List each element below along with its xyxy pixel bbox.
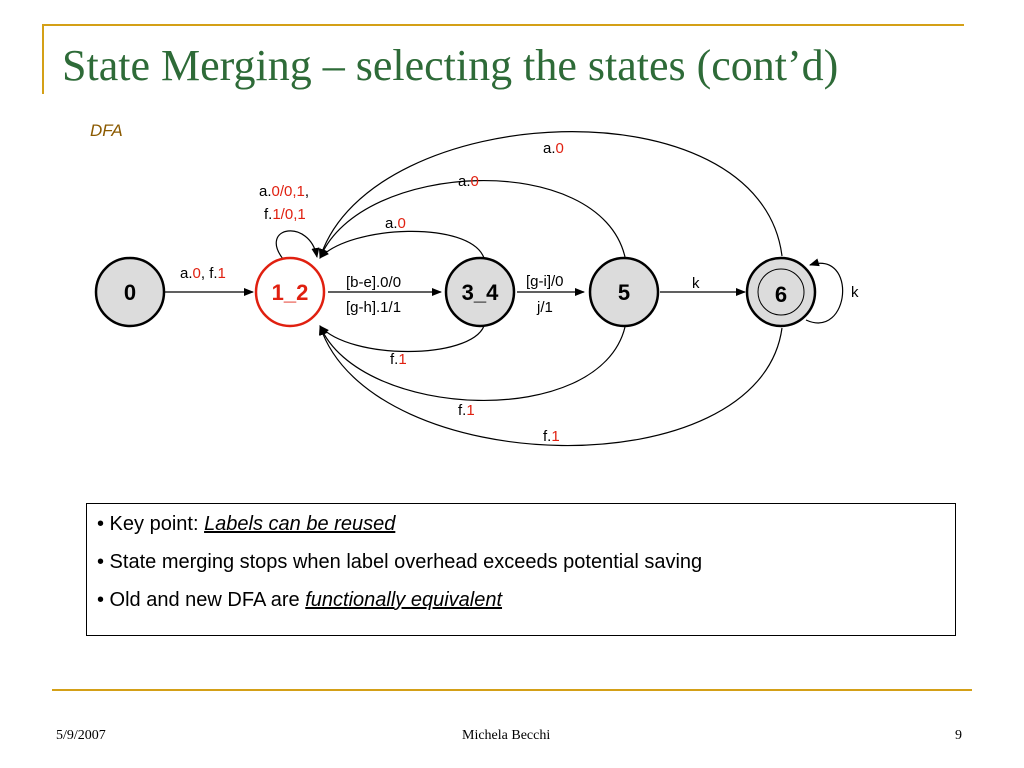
edge-label-part: , f.: [200, 265, 218, 282]
edge-label-part: f.: [543, 428, 552, 445]
edge-1_2-self-loop: [276, 231, 317, 259]
edge-label-1_2-self-loop-line1: [259, 183, 309, 200]
edge-label-3_4-to-1_2-a: [385, 215, 406, 232]
edge-label-part: j/1: [537, 299, 553, 316]
key-point-3: [97, 588, 955, 612]
key-points-box: [86, 503, 956, 636]
edge-label-part: 0: [555, 140, 564, 157]
edge-label-6-to-1_2-a: [543, 140, 564, 157]
state-0-label: 0: [123, 280, 137, 305]
edge-label-part: 1: [551, 428, 560, 445]
edge-label-part: 0: [397, 215, 406, 232]
edge-label-part: a.: [385, 215, 398, 232]
edge-label-part: a.: [259, 183, 272, 200]
edge-label-part: [b-e].0/0: [346, 274, 402, 291]
edge-label-part: k: [851, 284, 859, 301]
edge-label-part: f.: [390, 351, 399, 368]
edge-label-0-to-1_2: [180, 265, 226, 282]
slide-title: State Merging – selecting the states (cont’d): [62, 41, 839, 90]
footer-date: 5/9/2007: [56, 728, 106, 743]
edge-label-part: [g-i]/0: [526, 273, 564, 290]
key-point-2: • State merging stops when label overhead exceeds potential saving: [97, 551, 703, 573]
key-point-1: [97, 512, 955, 536]
edge-label-5-to-1_2-f: [458, 402, 475, 419]
edge-5-to-1_2-a: [320, 181, 625, 258]
edge-label-1_2-to-3_4-bottom: [346, 299, 401, 316]
edge-label-5-to-1_2-a: [458, 173, 479, 190]
edge-5-to-1_2-f: [320, 326, 625, 400]
footer-divider: [52, 689, 972, 691]
edge-label-1_2-self-loop-line2: [264, 206, 306, 223]
key-point-3-prefix: • Old and new DFA are: [97, 589, 306, 611]
edge-label-part: a.: [458, 173, 471, 190]
edge-label-part: 1: [217, 265, 226, 282]
edge-label-part: k: [692, 275, 700, 292]
edge-label-3_4-to-5-top: [526, 273, 564, 290]
footer-page-number: 9: [955, 728, 962, 743]
edge-label-part: ,: [304, 183, 310, 200]
key-point-3-emphasis: functionally equivalent: [305, 589, 503, 611]
edge-label-3_4-to-5-bottom: [536, 299, 553, 316]
edge-label-part: a.: [180, 265, 193, 282]
dfa-label: DFA: [90, 121, 123, 140]
edge-label-part: 1: [398, 351, 407, 368]
state-1_2-label: 1_2: [271, 280, 309, 305]
edge-label-part: [g-h].1/1: [346, 299, 402, 316]
footer-author: Michela Becchi: [462, 728, 551, 743]
edge-3_4-to-1_2-f: [320, 326, 484, 352]
edge-label-part: 0/0,1: [271, 183, 305, 200]
edge-label-part: 1/0,1: [272, 206, 306, 223]
edge-3_4-to-1_2-a: [320, 231, 484, 258]
edge-label-part: 1: [466, 402, 475, 419]
state-6-label: 6: [774, 282, 788, 307]
edge-label-1_2-to-3_4-top: [346, 274, 401, 291]
edge-label-3_4-to-1_2-f: [390, 351, 407, 368]
state-5-label: 5: [617, 280, 631, 305]
edge-label-part: f.: [264, 206, 273, 223]
edge-label-part: f.: [458, 402, 467, 419]
edge-label-5-to-6: [692, 275, 700, 292]
edge-label-part: 0: [470, 173, 479, 190]
edge-label-part: 0: [192, 265, 201, 282]
state-3_4-label: 3_4: [461, 280, 499, 305]
key-point-1-emphasis: Labels can be reused: [204, 513, 396, 535]
edge-label-part: a.: [543, 140, 556, 157]
edge-label-6-to-1_2-f: [543, 428, 560, 445]
edge-label-6-self-loop: [851, 284, 859, 301]
key-point-1-prefix: • Key point:: [97, 513, 205, 535]
